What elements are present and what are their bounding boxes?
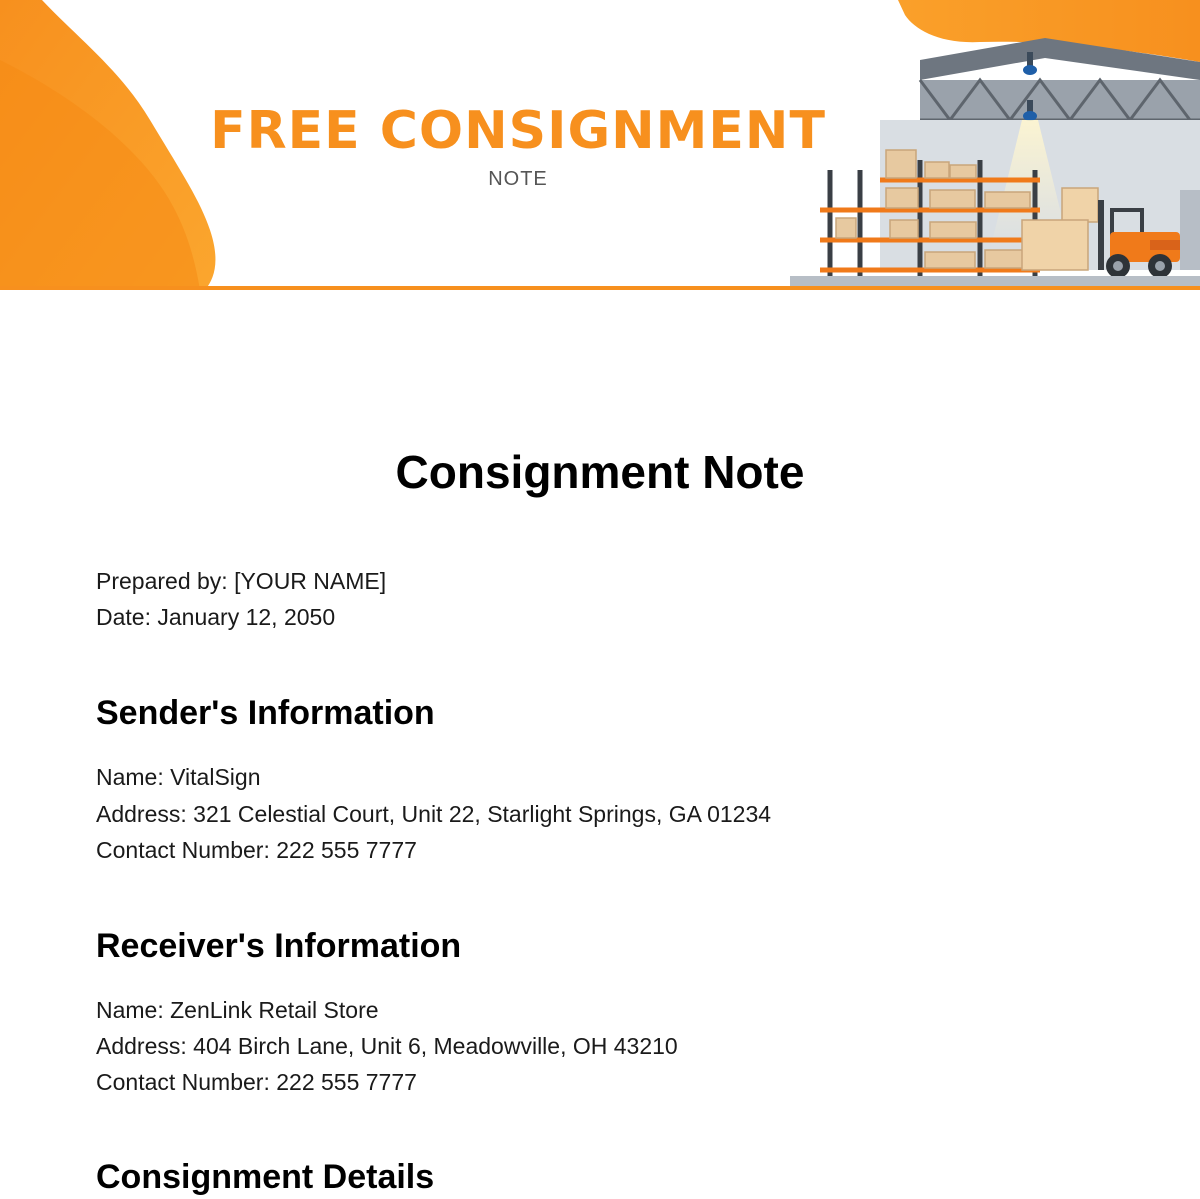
prepared-by: Prepared by: [YOUR NAME] — [96, 568, 387, 594]
document-date: Date: January 12, 2050 — [96, 604, 336, 630]
receiver-name: Name: ZenLink Retail Store — [96, 997, 379, 1023]
sender-heading: Sender's Information — [96, 694, 435, 732]
sender-name: Name: VitalSign — [96, 764, 261, 790]
sender-contact: Contact Number: 222 555 7777 — [96, 837, 417, 863]
sender-address: Address: 321 Celestial Court, Unit 22, Starlight Springs, GA 01234 — [96, 801, 772, 827]
receiver-heading: Receiver's Information — [96, 927, 462, 965]
receiver-address: Address: 404 Birch Lane, Unit 6, Meadowville, OH 43210 — [96, 1033, 678, 1059]
page-title: Consignment Note — [395, 446, 805, 498]
banner-title: FREE CONSIGNMENT — [210, 101, 826, 161]
banner-subtitle: NOTE — [488, 168, 548, 190]
receiver-contact: Contact Number: 222 555 7777 — [96, 1069, 417, 1095]
header-banner — [0, 0, 1200, 290]
consignment-heading: Consignment Details — [96, 1158, 435, 1196]
